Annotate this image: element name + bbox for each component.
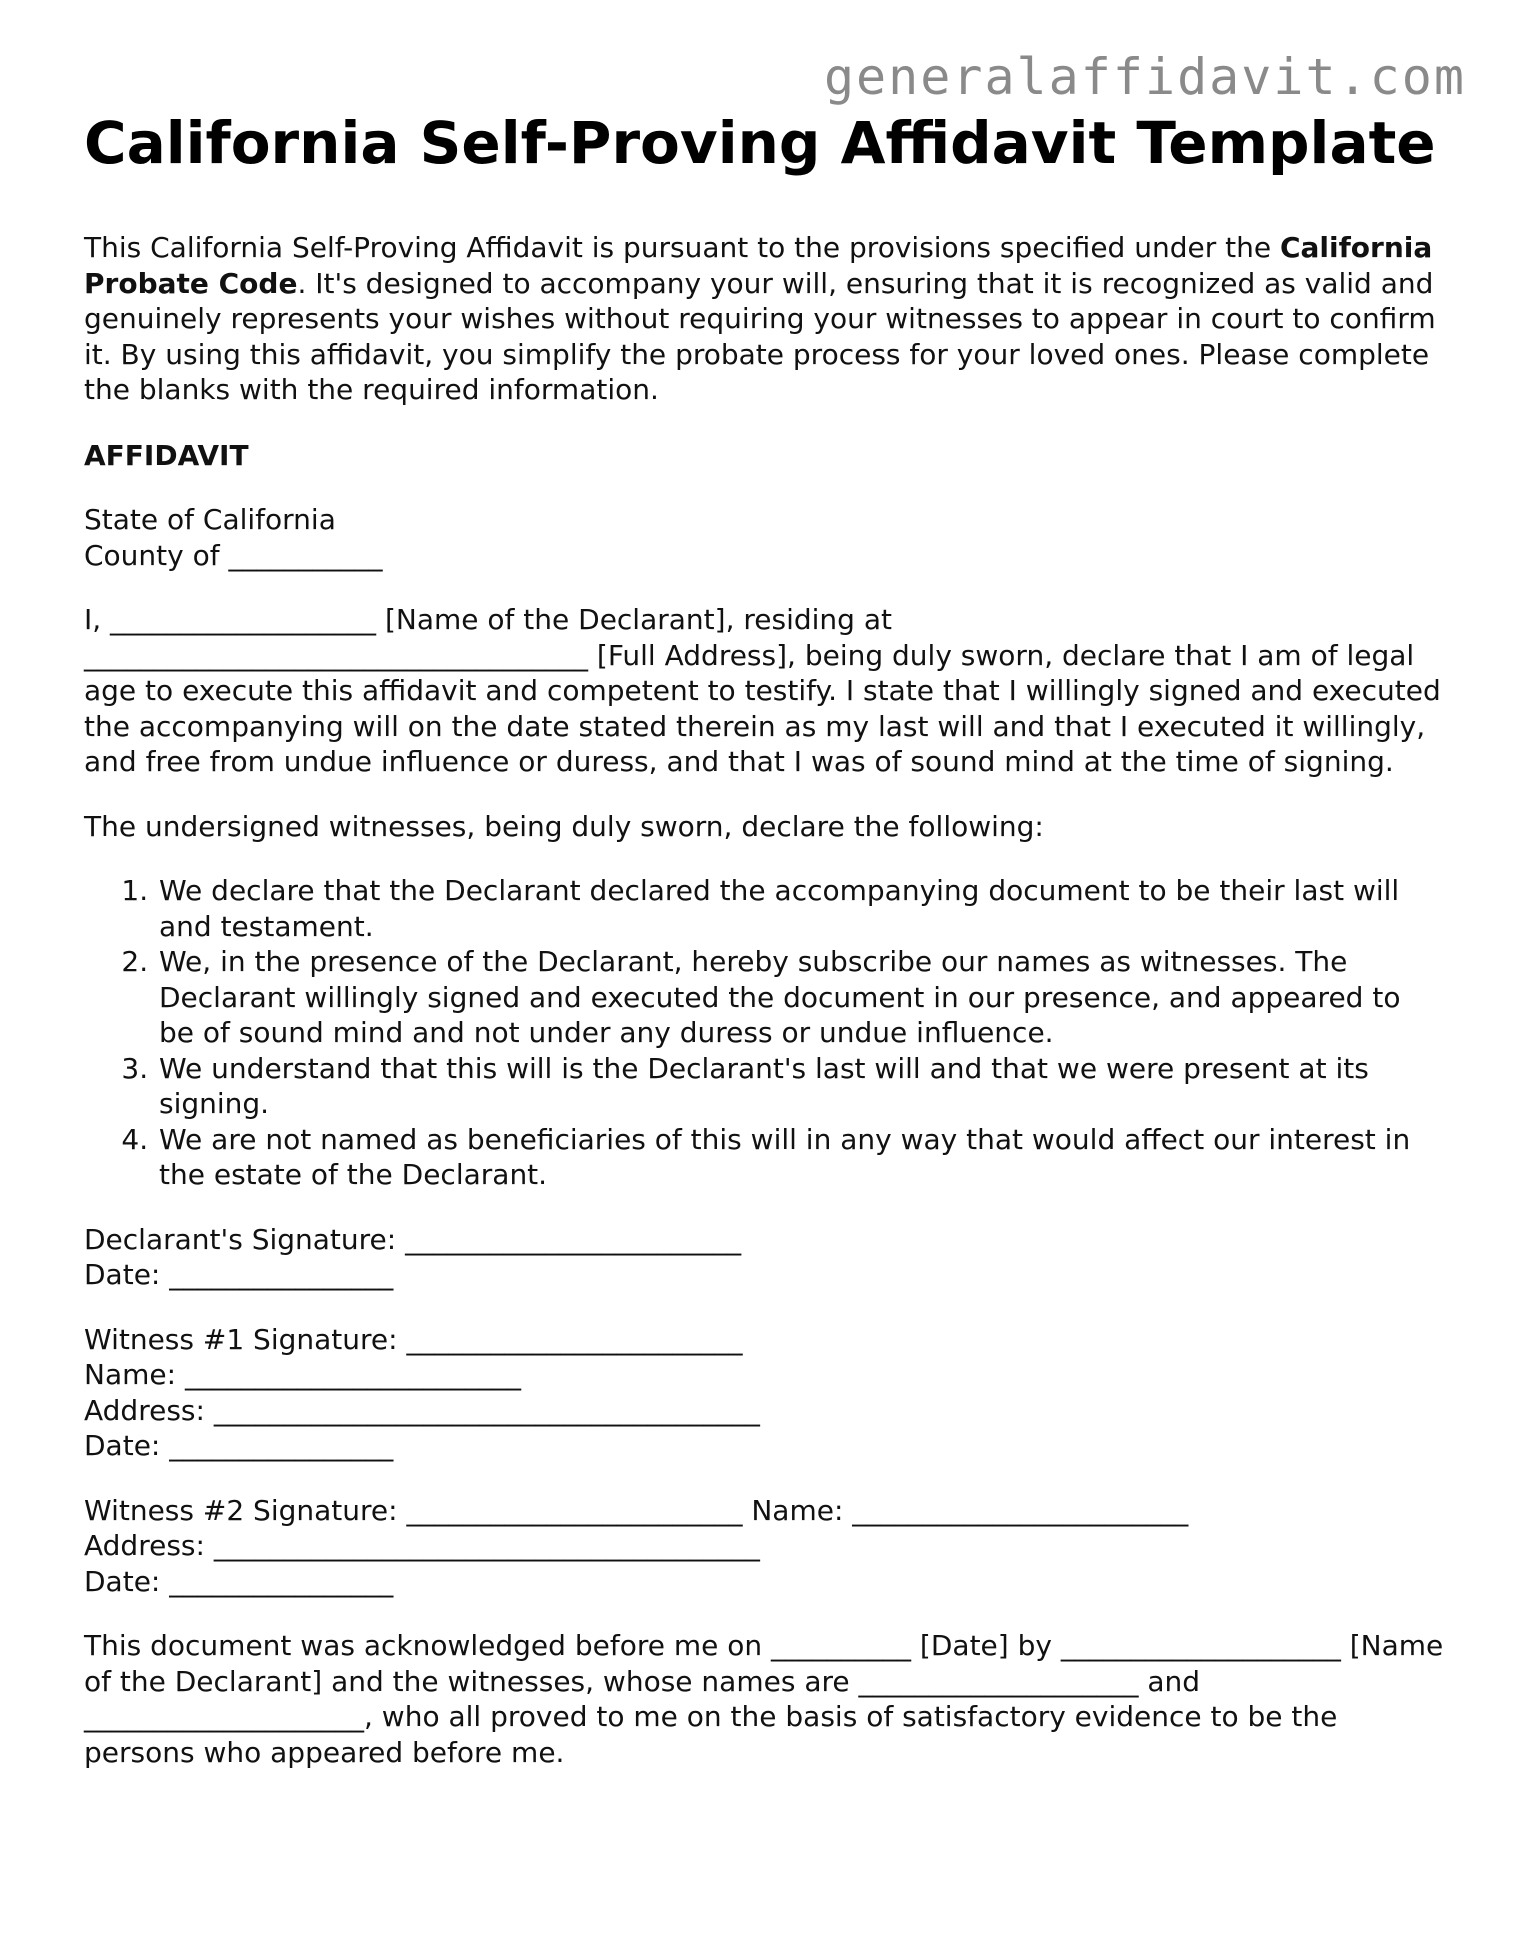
intro-text-part2: . It's designed to accompany your will, ensuring that it is recognized as valid and genuinely represents your wishes without requiring your witnesses to appear in court to confirm it. By using this affidavit, you simplify the probate process for your loved ones. Please complete the blanks with the required information. [84, 266, 1436, 406]
intro-paragraph [84, 230, 1444, 408]
document-page [84, 108, 1444, 1770]
declarant-signature-block [84, 1222, 1444, 1293]
declaration-rest: ____________________________________ [Full Address], being duly sworn, declare that I am of legal age to execute this affidavit and competent to testify. I state that I willingly signed and executed the accompanying will on the date stated therein as my last will and that I executed it willingly, and free from undue influence or duress, and that I was of sound mind at the time of signing. [84, 638, 1441, 778]
venue-county: County of ___________ [84, 538, 383, 572]
affidavit-heading: AFFIDAVIT [84, 438, 249, 472]
venue-block [84, 502, 1444, 573]
list-item: 4. We are not named as beneficiaries of this will in any way that would affect our interest in the estate of the Declarant. [157, 1122, 1444, 1193]
declarant-signature-line: Declarant's Signature: ________________________ [84, 1222, 742, 1256]
witness2-signature-block [84, 1493, 1444, 1600]
witness2-date-line: Date: ________________ [84, 1564, 394, 1598]
list-item: 2. We, in the presence of the Declarant, hereby subscribe our names as witnesses. The Declarant willingly signed and executed the document in our presence, and appeared to be of sound mind and not under any duress or undue influence. [157, 944, 1444, 1051]
witness1-signature-line: Witness #1 Signature: ________________________ [84, 1322, 743, 1356]
witness-intro: The undersigned witnesses, being duly sworn, declare the following: [84, 809, 1044, 843]
witness2-signature-name-line: Witness #2 Signature: ________________________ Name: ________________________ [84, 1493, 1189, 1527]
intro-text-part1: This California Self-Proving Affidavit is pursuant to the provisions specified under the [84, 231, 1280, 264]
list-item: 3. We understand that this will is the Declarant's last will and that we were present at its signing. [157, 1051, 1444, 1122]
witness1-address-line: Address: _______________________________________ [84, 1393, 760, 1427]
witness-declaration-list [84, 873, 1444, 1193]
watermark: generalaffidavit.com [823, 48, 1466, 106]
witness1-signature-block [84, 1322, 1444, 1464]
witness1-date-line: Date: ________________ [84, 1429, 394, 1462]
witness2-address-line: Address: _______________________________________ [84, 1529, 760, 1562]
intro-bold-code: California Probate Code [84, 231, 1433, 300]
declaration-line1: I, ___________________ [Name of the Declarant], residing at [84, 603, 892, 636]
witness1-name-line: Name: ________________________ [84, 1358, 521, 1391]
acknowledgment-paragraph: This document was acknowledged before me on __________ [Date] by ____________________ [Name of the Declarant] and the witnesses, whose names are ____________________ and ____________________, who all proved to me on the basis of satisfactory evidence to be the persons who appeared before me. [84, 1629, 1444, 1769]
venue-state: State of California [84, 503, 336, 536]
declarant-date-line: Date: ________________ [84, 1258, 394, 1291]
document-title: California Self-Proving Affidavit Template [84, 109, 1436, 177]
declaration-paragraph [84, 602, 1444, 780]
list-item: 1. We declare that the Declarant declared the accompanying document to be their last will and testament. [157, 873, 1444, 944]
